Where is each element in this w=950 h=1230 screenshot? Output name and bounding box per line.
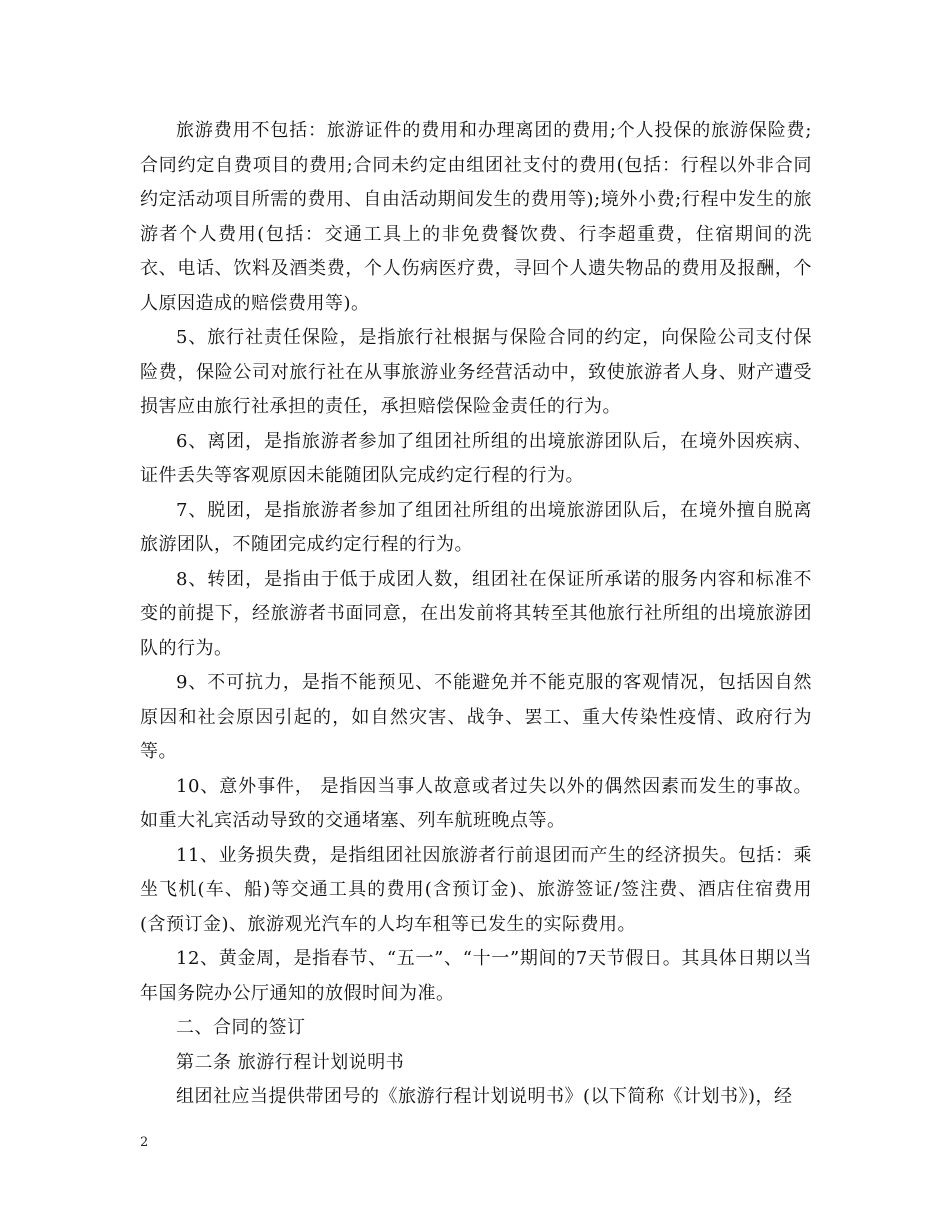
paragraph-accidental-event: 10、意外事件， 是指因当事人故意或者过失以外的偶然因素而发生的事故。如重大礼宾活动导致的交通堵塞、列车航班晚点等。 — [140, 775, 812, 831]
paragraph-golden-week: 12、黄金周，是指春节、“五一”、“十一”期间的7天节假日。其具体日期以当年国务院办公厅通知的放假时间为准。 — [140, 948, 812, 1004]
paragraph-force-majeure: 9、不可抗力，是指不能预见、不能避免并不能克服的客观情况，包括因自然原因和社会原因引起的，如自然灾害、战争、罢工、重大传染性疫情、政府行为等。 — [140, 672, 812, 762]
article-heading-itinerary-plan: 第二条 旅游行程计划说明书 — [176, 1051, 405, 1073]
paragraph-deserting-group: 7、脱团，是指旅游者参加了组团社所组的出境旅游团队后，在境外擅自脱离旅游团队，不随团完成约定行程的行为。 — [140, 499, 812, 555]
section-heading-contract-signing: 二、合同的签订 — [176, 1017, 306, 1038]
paragraph-leaving-group: 6、离团，是指旅游者参加了组团社所组的出境旅游团队后，在境外因疾病、证件丢失等客观原因未能随团队完成约定行程的行为。 — [140, 430, 812, 486]
page-number: 2 — [140, 1135, 149, 1150]
paragraph-travel-costs-excluded: 旅游费用不包括：旅游证件的费用和办理离团的费用;个人投保的旅游保险费;合同约定自费项目的费用;合同未约定由组团社支付的费用(包括：行程以外非合同约定活动项目所需的费用、自由活动期间发生的费用等);境外小费;行程中发生的旅游者个人费用(包括：交通工具上的非免费餐饮费、行李超重费，住宿期间的洗衣、电话、饮料及酒类费，个人伤病医疗费，寻回个人遗失物品的费用及报酬，个人原因造成的赔偿费用等)。 — [140, 120, 812, 314]
paragraph-transfer-group: 8、转团，是指由于低于成团人数，组团社在保证所承诺的服务内容和标准不变的前提下，经旅游者书面同意，在出发前将其转至其他旅行社所组的出境旅游团队的行为。 — [140, 568, 812, 659]
document-body — [140, 114, 812, 1115]
paragraph-business-loss: 11、业务损失费，是指组团社因旅游者行前退团而产生的经济损失。包括：乘坐飞机(车、船)等交通工具的费用(含预订金)、旅游签证/签注费、酒店住宿费用(含预订金)、旅游观光汽车的人均车租等已发生的实际费用。 — [140, 844, 812, 935]
paragraph-liability-insurance: 5、旅行社责任保险，是指旅行社根据与保险合同的约定，向保险公司支付保险费，保险公司对旅行社在从事旅游业务经营活动中，致使旅游者人身、财产遭受损害应由旅行社承担的责任，承担赔偿保险金责任的行为。 — [140, 327, 812, 417]
paragraph-itinerary-plan-provision: 组团社应当提供带团号的《旅游行程计划说明书》(以下简称《计划书》)，经 — [176, 1086, 793, 1107]
